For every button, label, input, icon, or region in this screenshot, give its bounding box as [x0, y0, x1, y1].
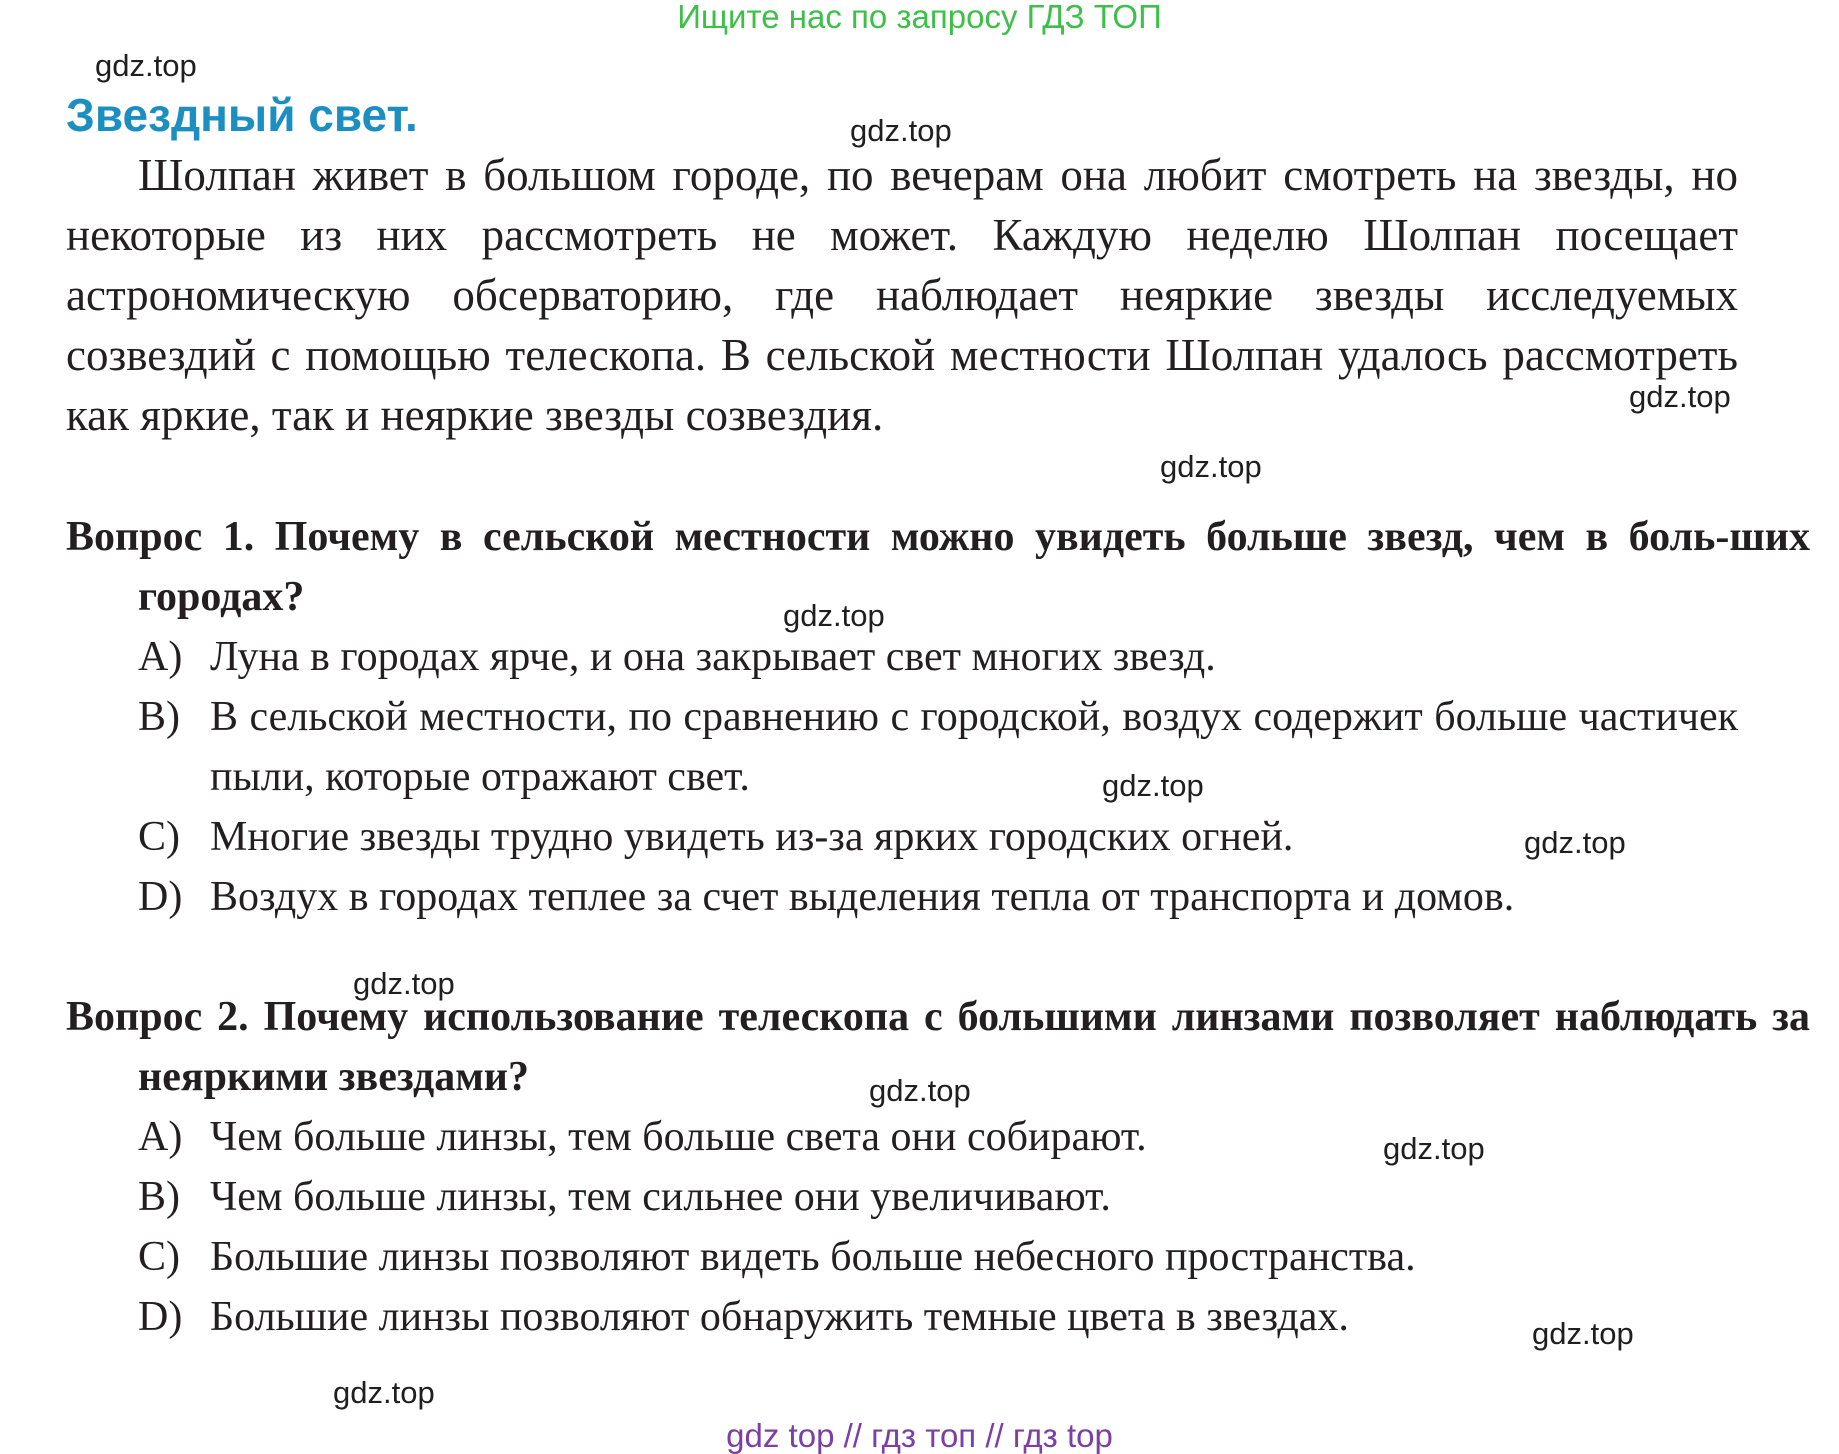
- watermark: gdz.top: [783, 598, 885, 633]
- watermark: gdz.top: [1102, 768, 1204, 803]
- watermark: gdz.top: [1629, 379, 1731, 414]
- watermark: gdz.top: [333, 1375, 435, 1410]
- watermark: gdz.top: [1532, 1316, 1634, 1351]
- watermark: gdz.top: [869, 1073, 971, 1108]
- question-2-options: [138, 1107, 1738, 1351]
- watermark: gdz.top: [1383, 1131, 1485, 1166]
- option-letter: D): [138, 874, 183, 920]
- option-1c: [138, 807, 1738, 867]
- option-letter: A): [138, 634, 183, 680]
- intro-paragraph: Шолпан живет в большом городе, по вечерам она любит смотреть на звезды, но некоторые из них рассмотреть не может. Каждую неделю Шолпан посещает астрономическую обсерваторию, где наблюдает неяркие звезды исследуемых созвездий с помощью телескопа. В сельской местности Шолпан удалось рассмотреть как яркие, так и неяркие звезды созвездия.: [66, 150, 1738, 440]
- page-title: Звездный свет.: [66, 89, 418, 141]
- watermark: gdz.top: [1160, 449, 1262, 484]
- option-2d: [138, 1287, 1738, 1351]
- option-text: Многие звезды трудно увидеть из-за ярких городских огней.: [210, 814, 1294, 860]
- option-text: В сельской местности, по сравнению с городской, воздух содержит больше частичек пыли, которые отражают свет.: [210, 694, 1738, 800]
- option-1b: [138, 687, 1738, 807]
- option-1a: [138, 627, 1738, 687]
- option-text: Чем больше линзы, тем сильнее они увеличивают.: [210, 1174, 1111, 1220]
- option-letter: D): [138, 1294, 183, 1340]
- top-banner: Ищите нас по запросу ГДЗ ТОП: [677, 0, 1162, 35]
- option-2c: [138, 1227, 1738, 1287]
- option-text: Большие линзы позволяют обнаружить темные цвета в звездах.: [210, 1294, 1349, 1340]
- option-1d: [138, 867, 1738, 927]
- option-text: Чем больше линзы, тем больше света они собирают.: [210, 1114, 1147, 1160]
- option-letter: B): [138, 694, 180, 740]
- option-letter: A): [138, 1114, 183, 1160]
- option-text: Воздух в городах теплее за счет выделения тепла от транспорта и домов.: [210, 874, 1515, 920]
- watermark: gdz.top: [1524, 825, 1626, 860]
- footer: gdz top // гдз топ // гдз top: [726, 1417, 1113, 1454]
- watermark: gdz.top: [850, 113, 952, 148]
- watermark: gdz.top: [95, 48, 197, 83]
- question-1: Вопрос 1. Почему в сельской местности можно увидеть больше звезд, чем в боль-ших городах?: [66, 514, 1810, 620]
- option-2b: [138, 1167, 1738, 1227]
- option-2a: [138, 1107, 1738, 1167]
- question-2: Вопрос 2. Почему использование телескопа с большими линзами позволяет наблюдать за неяркими звездами?: [66, 994, 1810, 1100]
- option-letter: C): [138, 1234, 180, 1280]
- option-letter: B): [138, 1174, 180, 1220]
- option-letter: C): [138, 814, 180, 860]
- option-text: Луна в городах ярче, и она закрывает свет многих звезд.: [210, 634, 1216, 680]
- option-text: Большие линзы позволяют видеть больше небесного пространства.: [210, 1234, 1416, 1280]
- question-1-options: [138, 627, 1738, 927]
- watermark: gdz.top: [353, 966, 455, 1001]
